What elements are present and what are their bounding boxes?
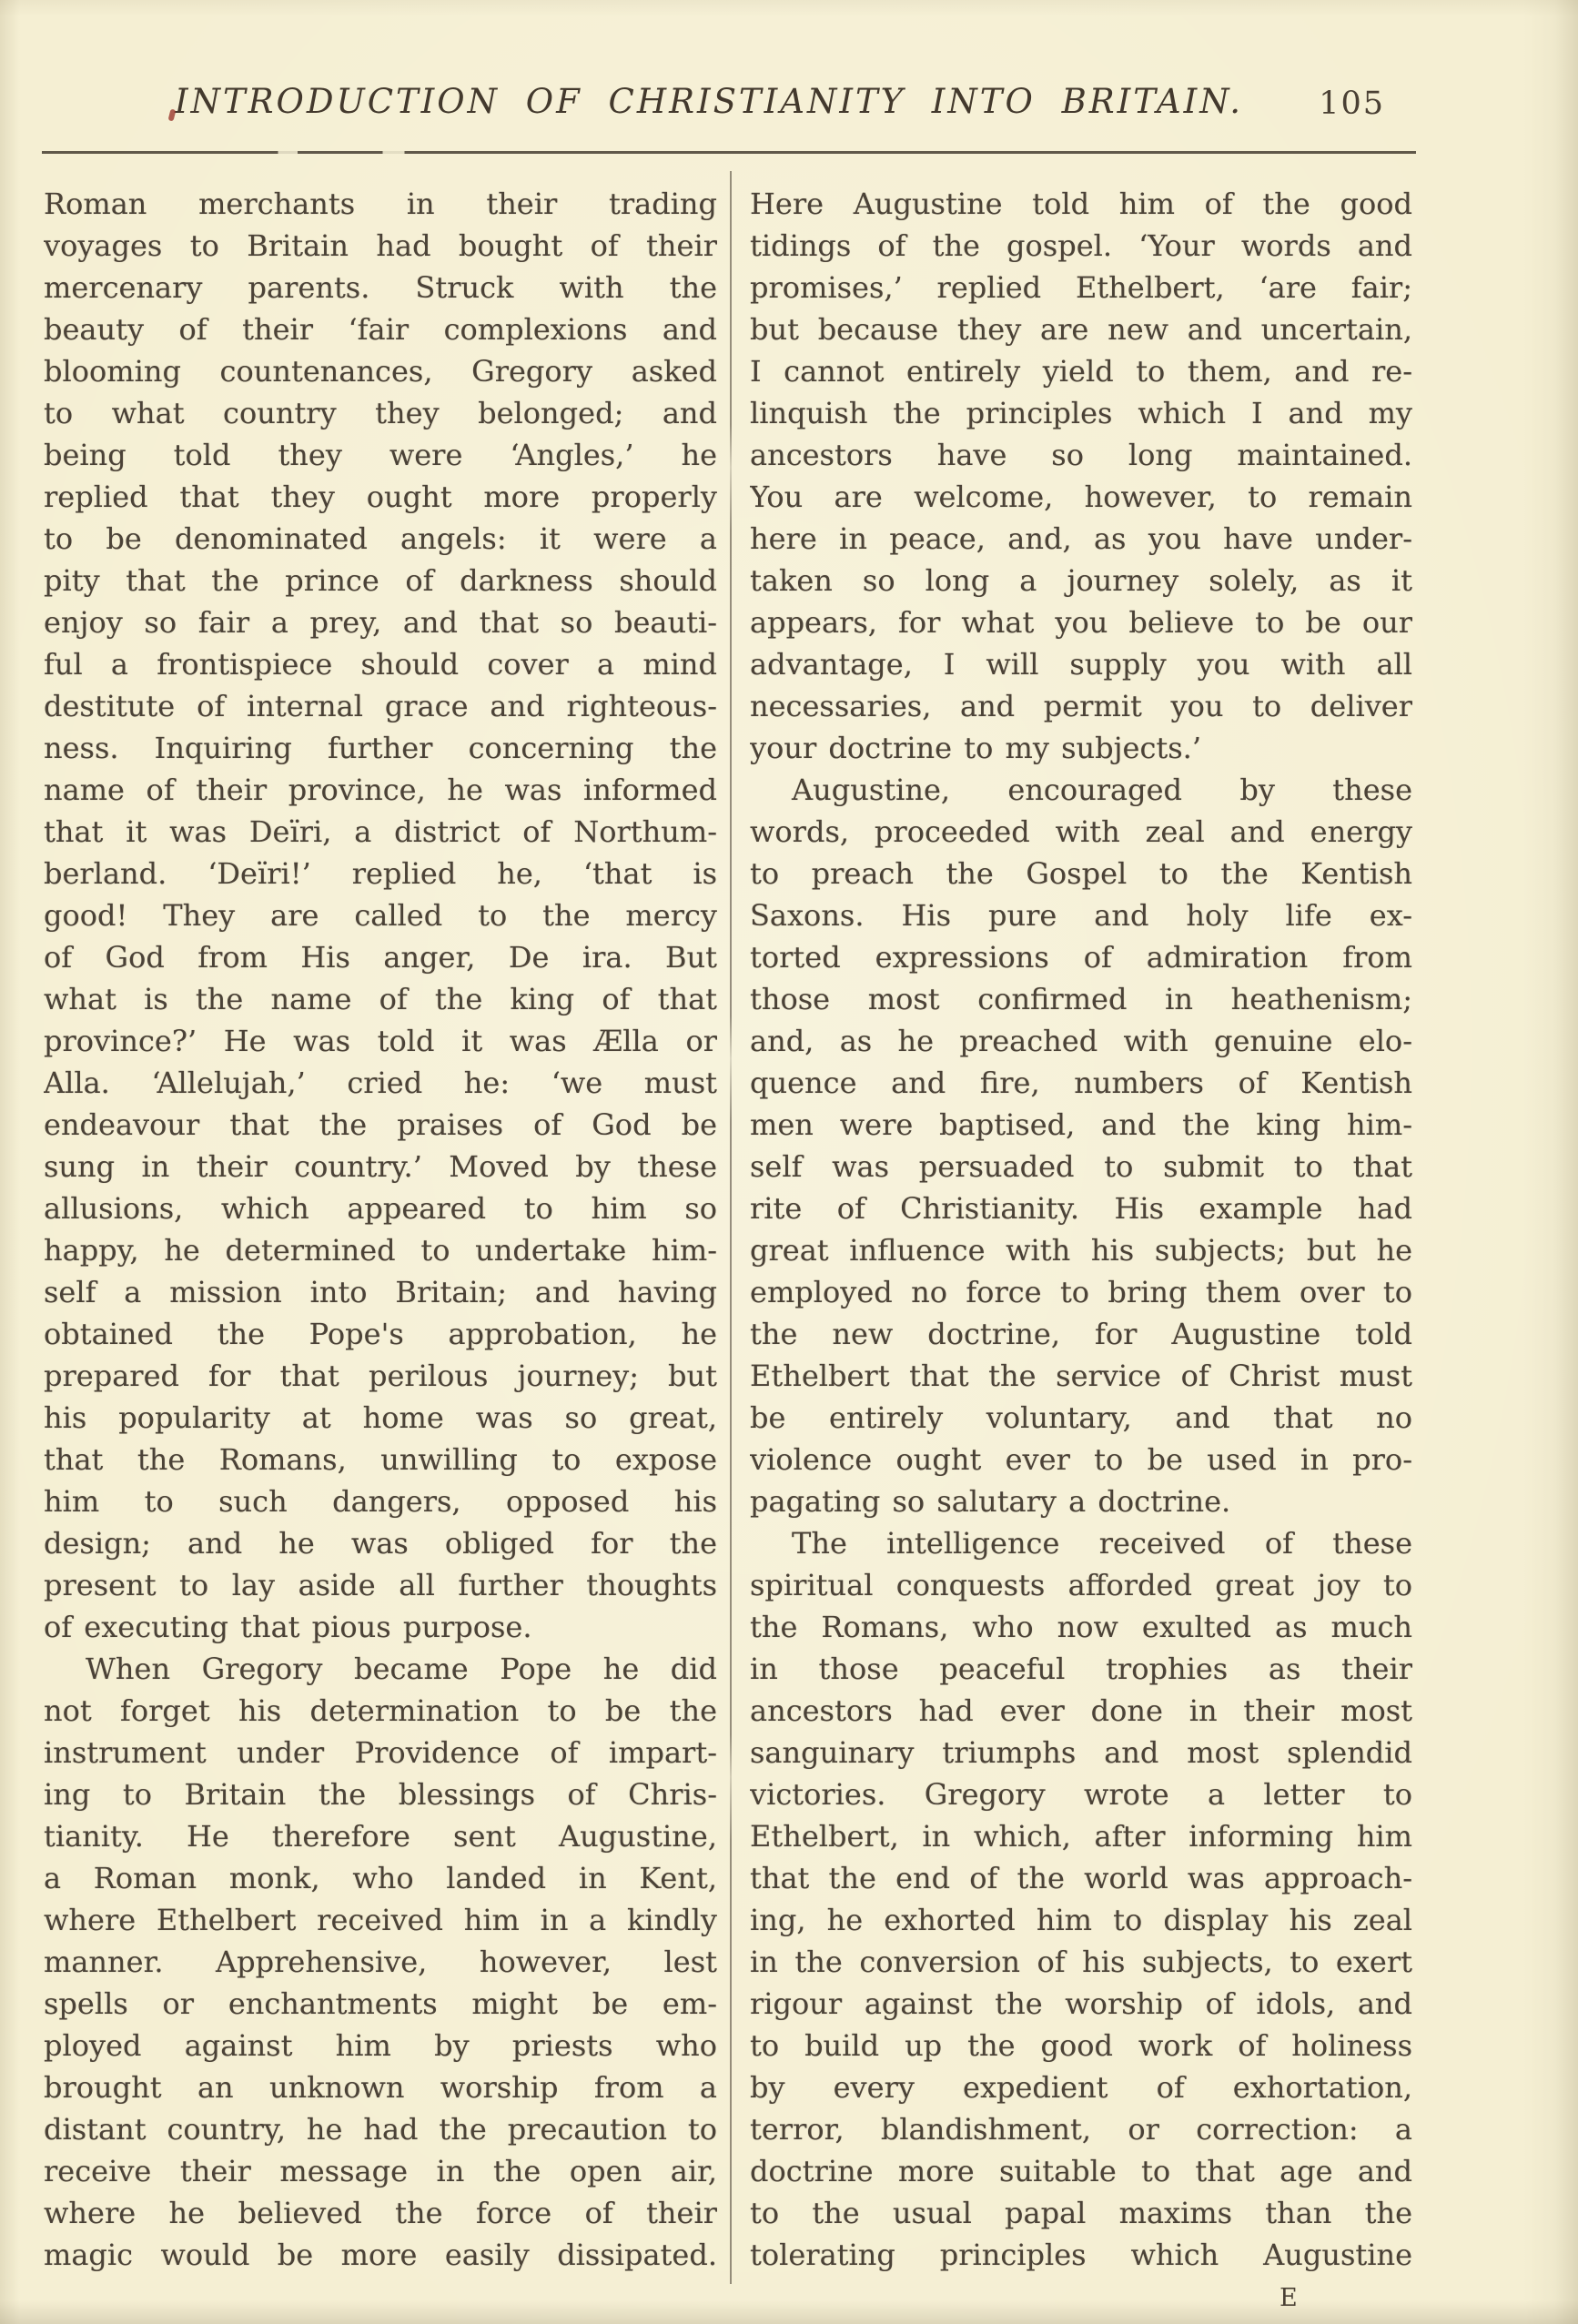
text-line: violence ought ever to be used in pro- bbox=[750, 1442, 1412, 1477]
text-line: distant country, he had the precaution to bbox=[44, 2112, 717, 2147]
text-line: that the end of the world was approach- bbox=[750, 1861, 1412, 1895]
text-line: allusions, which appeared to him so bbox=[44, 1191, 717, 1226]
text-line: to the usual papal maxims than the bbox=[750, 2196, 1412, 2230]
text-line: Here Augustine told him of the good bbox=[750, 187, 1412, 221]
text-line: to be denominated angels: it were a bbox=[44, 521, 717, 556]
text-line: employed no force to bring them over to bbox=[750, 1275, 1412, 1309]
text-line: ness. Inquiring further concerning the bbox=[44, 731, 717, 765]
text-line: great influence with his subjects; but he bbox=[750, 1233, 1412, 1268]
text-line: promises,’ replied Ethelbert, ‘are fair; bbox=[750, 270, 1412, 305]
text-line: destitute of internal grace and righteous- bbox=[44, 689, 717, 723]
text-line: Ethelbert that the service of Christ must bbox=[750, 1359, 1412, 1393]
text-line: linquish the principles which I and my bbox=[750, 396, 1412, 430]
text-line: spiritual conquests afforded great joy to bbox=[750, 1568, 1412, 1602]
text-line: blooming countenances, Gregory asked bbox=[44, 354, 717, 389]
text-line: terror, blandishment, or correction: a bbox=[750, 2112, 1412, 2147]
text-line: advantage, I will supply you with all bbox=[750, 647, 1412, 682]
text-line: ing, he exhorted him to display his zeal bbox=[750, 1903, 1412, 1937]
text-line: the new doctrine, for Augustine told bbox=[750, 1317, 1412, 1351]
right-text-column bbox=[750, 183, 1412, 2276]
text-line: taken so long a journey solely, as it bbox=[750, 563, 1412, 598]
text-line: ing to Britain the blessings of Chris- bbox=[44, 1777, 717, 1812]
text-line: here in peace, and, as you have under- bbox=[750, 521, 1412, 556]
text-line: mercenary parents. Struck with the bbox=[44, 270, 717, 305]
text-line: rigour against the worship of idols, and bbox=[750, 1986, 1412, 2021]
text-line: in the conversion of his subjects, to exert bbox=[750, 1945, 1412, 1979]
text-line: obtained the Pope's approbation, he bbox=[44, 1317, 717, 1351]
text-line: endeavour that the praises of God be bbox=[44, 1107, 717, 1142]
text-line: your doctrine to my subjects.’ bbox=[750, 731, 1202, 765]
text-line: voyages to Britain had bought of their bbox=[44, 228, 717, 263]
text-line: prepared for that perilous journey; but bbox=[44, 1359, 717, 1393]
text-line: and, as he preached with genuine elo- bbox=[750, 1024, 1412, 1058]
text-line: being told they were ‘Angles,’ he bbox=[44, 438, 717, 472]
text-line: enjoy so fair a prey, and that so beauti- bbox=[44, 605, 717, 640]
text-line: what is the name of the king of that bbox=[44, 982, 717, 1016]
text-line: instrument under Providence of impart- bbox=[44, 1735, 717, 1770]
text-line: be entirely voluntary, and that no bbox=[750, 1400, 1412, 1435]
text-line: Ethelbert, in which, after informing him bbox=[750, 1819, 1412, 1854]
text-line: to preach the Gospel to the Kentish bbox=[750, 856, 1412, 891]
text-line: tianity. He therefore sent Augustine, bbox=[44, 1819, 717, 1854]
text-line: brought an unknown worship from a bbox=[44, 2070, 717, 2105]
text-line: design; and he was obliged for the bbox=[44, 1526, 717, 1561]
text-line: but because they are new and uncertain, bbox=[750, 312, 1412, 347]
text-line: berland. ‘Deïri!’ replied he, ‘that is bbox=[44, 856, 717, 891]
text-line: magic would be more easily dissipated. bbox=[44, 2238, 717, 2272]
text-line: him to such dangers, opposed his bbox=[44, 1484, 717, 1519]
text-line: tolerating principles which Augustine bbox=[750, 2238, 1412, 2272]
text-line: to build up the good work of holiness bbox=[750, 2028, 1412, 2063]
text-line: of executing that pious purpose. bbox=[44, 1610, 532, 1644]
text-line: happy, he determined to undertake him- bbox=[44, 1233, 717, 1268]
printers-signature-mark: E bbox=[1280, 2284, 1299, 2312]
text-line: appears, for what you believe to be our bbox=[750, 605, 1412, 640]
text-line: ancestors have so long maintained. bbox=[750, 438, 1412, 472]
text-line: by every expedient of exhortation, bbox=[750, 2070, 1412, 2105]
text-line: a Roman monk, who landed in Kent, bbox=[44, 1861, 717, 1895]
text-line: rite of Christianity. His example had bbox=[750, 1191, 1412, 1226]
text-line: pity that the prince of darkness should bbox=[44, 563, 717, 598]
text-line: necessaries, and permit you to deliver bbox=[750, 689, 1412, 723]
text-line: to what country they belonged; and bbox=[44, 396, 717, 430]
running-head-title: INTRODUCTION OF CHRISTIANITY INTO BRITAIN. bbox=[174, 82, 1243, 121]
text-line: that the Romans, unwilling to expose bbox=[44, 1442, 717, 1477]
text-line: I cannot entirely yield to them, and re- bbox=[750, 354, 1412, 389]
text-line: victories. Gregory wrote a letter to bbox=[750, 1777, 1412, 1812]
header-rule bbox=[42, 151, 1416, 154]
text-line: self a mission into Britain; and having bbox=[44, 1275, 717, 1309]
text-line: ful a frontispiece should cover a mind bbox=[44, 647, 717, 682]
text-line: of God from His anger, De ira. But bbox=[44, 940, 717, 975]
text-line: When Gregory became Pope he did bbox=[86, 1652, 717, 1686]
text-line: Augustine, encouraged by these bbox=[792, 773, 1412, 807]
text-line: not forget his determination to be the bbox=[44, 1693, 717, 1728]
text-line: where he believed the force of their bbox=[44, 2196, 717, 2230]
text-line: The intelligence received of these bbox=[792, 1526, 1412, 1561]
text-line: Roman merchants in their trading bbox=[44, 187, 717, 221]
text-line: manner. Apprehensive, however, lest bbox=[44, 1945, 717, 1979]
text-line: sanguinary triumphs and most splendid bbox=[750, 1735, 1412, 1770]
left-text-column bbox=[44, 183, 717, 2276]
text-line: Saxons. His pure and holy life ex- bbox=[750, 898, 1412, 933]
text-line: ployed against him by priests who bbox=[44, 2028, 717, 2063]
text-line: pagating so salutary a doctrine. bbox=[750, 1484, 1231, 1519]
text-line: receive their message in the open air, bbox=[44, 2154, 717, 2188]
text-line: good! They are called to the mercy bbox=[44, 898, 717, 933]
text-line: torted expressions of admiration from bbox=[750, 940, 1412, 975]
text-line: name of their province, he was informed bbox=[44, 773, 717, 807]
text-line: present to lay aside all further thoughts bbox=[44, 1568, 717, 1602]
text-line: tidings of the gospel. ‘Your words and bbox=[750, 228, 1412, 263]
text-line: words, proceeded with zeal and energy bbox=[750, 814, 1412, 849]
text-line: province?’ He was told it was Ælla or bbox=[44, 1024, 717, 1058]
text-line: beauty of their ‘fair complexions and bbox=[44, 312, 717, 347]
text-line: Alla. ‘Allelujah,’ cried he: ‘we must bbox=[44, 1066, 717, 1100]
text-line: doctrine more suitable to that age and bbox=[750, 2154, 1412, 2188]
text-line: self was persuaded to submit to that bbox=[750, 1149, 1412, 1184]
text-line: quence and fire, numbers of Kentish bbox=[750, 1066, 1412, 1100]
column-divider-rule bbox=[730, 171, 732, 2284]
text-line: where Ethelbert received him in a kindly bbox=[44, 1903, 717, 1937]
text-line: ancestors had ever done in their most bbox=[750, 1693, 1412, 1728]
text-line: sung in their country.’ Moved by these bbox=[44, 1149, 717, 1184]
text-line: men were baptised, and the king him- bbox=[750, 1107, 1412, 1142]
text-line: the Romans, who now exulted as much bbox=[750, 1610, 1412, 1644]
text-line: replied that they ought more properly bbox=[44, 480, 717, 514]
text-line: those most confirmed in heathenism; bbox=[750, 982, 1412, 1016]
text-line: in those peaceful trophies as their bbox=[750, 1652, 1412, 1686]
text-line: his popularity at home was so great, bbox=[44, 1400, 717, 1435]
text-line: that it was Deïri, a district of Northum- bbox=[44, 814, 717, 849]
page-number: 105 bbox=[1319, 86, 1385, 122]
text-line: You are welcome, however, to remain bbox=[750, 480, 1412, 514]
text-line: spells or enchantments might be em- bbox=[44, 1986, 717, 2021]
